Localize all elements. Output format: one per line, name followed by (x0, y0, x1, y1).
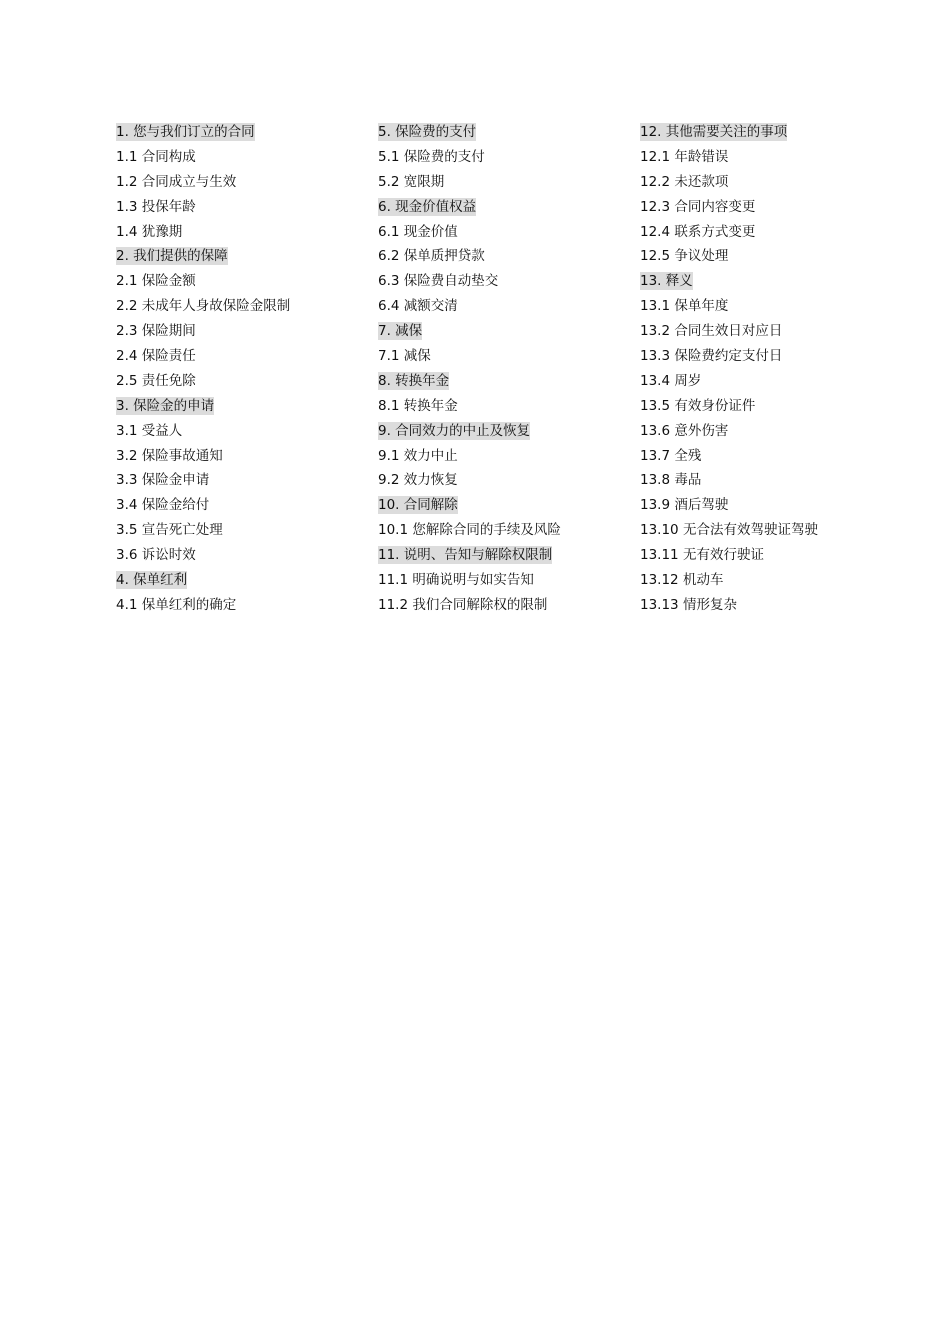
toc-section-heading-text: 1. 您与我们订立的合同 (116, 124, 255, 140)
toc-entry (378, 568, 640, 593)
toc-entry (116, 419, 378, 444)
toc-entry-text: 2.2 未成年人身故保险金限制 (116, 298, 291, 315)
toc-entry-text: 1.3 投保年龄 (116, 198, 196, 215)
toc-section-heading-text: 2. 我们提供的保障 (116, 248, 228, 265)
toc-entry-text: 12.1 年龄错误 (640, 148, 729, 165)
toc-entry-text: 13.2 合同生效日对应日 (640, 323, 783, 340)
toc-entry-text: 6.4 减额交清 (378, 298, 458, 315)
toc-entry (640, 145, 840, 170)
toc-entry (640, 244, 840, 269)
toc-entry-text: 3.1 受益人 (116, 422, 183, 439)
toc-section-heading-text: 6. 现金价值权益 (378, 198, 477, 215)
toc-entry-text: 1.2 合同成立与生效 (116, 173, 237, 190)
toc-entry (640, 419, 840, 444)
toc-entry-text: 3.4 保险金给付 (116, 497, 210, 514)
toc-section-heading-text: 11. 说明、告知与解除权限制 (378, 547, 553, 564)
toc-entry-text: 3.5 宣告死亡处理 (116, 522, 223, 539)
toc-entry-text: 13.12 机动车 (640, 572, 724, 589)
toc-entry-text: 13.10 无合法有效驾驶证驾驶 (640, 522, 818, 539)
toc-entry (116, 269, 378, 294)
toc-entry (116, 170, 378, 195)
toc-entry-text: 5.1 保险费的支付 (378, 148, 485, 165)
toc-section-heading (378, 120, 640, 145)
toc-entry (640, 493, 840, 518)
toc-entry-text: 13.11 无有效行驶证 (640, 547, 764, 564)
toc-section-heading-text: 7. 减保 (378, 323, 423, 340)
toc-entry-text: 7.1 减保 (378, 348, 431, 365)
toc-entry (378, 220, 640, 245)
toc-entry-text: 12.5 争议处理 (640, 248, 729, 265)
toc-entry (116, 220, 378, 245)
toc-entry-text: 12.4 联系方式变更 (640, 223, 756, 240)
toc-entry (116, 319, 378, 344)
toc-entry (640, 369, 840, 394)
toc-entry-text: 5.2 宽限期 (378, 173, 445, 190)
toc-entry-text: 9.2 效力恢复 (378, 472, 458, 489)
toc-entry-text: 2.4 保险责任 (116, 348, 196, 365)
toc-entry-text: 4.1 保单红利的确定 (116, 596, 237, 613)
toc-entry-text: 13.8 毒品 (640, 472, 702, 489)
toc-entry (116, 294, 378, 319)
toc-entry (378, 269, 640, 294)
toc-entry-text: 6.1 现金价值 (378, 223, 458, 240)
toc-entry-text: 9.1 效力中止 (378, 447, 458, 464)
toc-section-heading-text: 13. 释义 (640, 273, 693, 290)
toc-entry-text: 13.9 酒后驾驶 (640, 497, 729, 514)
toc-entry-text: 12.3 合同内容变更 (640, 198, 756, 215)
toc-entry (640, 394, 840, 419)
toc-entry (378, 294, 640, 319)
toc-entry (378, 394, 640, 419)
toc-entry-text: 3.3 保险金申请 (116, 472, 210, 489)
toc-entry-text: 13.13 情形复杂 (640, 596, 737, 613)
toc-entry (116, 543, 378, 568)
toc-section-heading (640, 120, 840, 145)
toc-section-heading-text: 4. 保单红利 (116, 572, 188, 589)
toc-entry-text: 11.2 我们合同解除权的限制 (378, 596, 548, 613)
toc-entry-text: 1.4 犹豫期 (116, 223, 183, 240)
toc-section-heading-text: 12. 其他需要关注的事项 (640, 124, 788, 140)
toc-entry (640, 468, 840, 493)
toc-section-heading (378, 543, 640, 568)
toc-entry (116, 369, 378, 394)
toc-section-heading (116, 568, 378, 593)
toc-entry (640, 444, 840, 469)
toc-section-heading (640, 269, 840, 294)
toc-section-heading (116, 244, 378, 269)
toc-entry-text: 13.7 全残 (640, 447, 702, 464)
toc-entry-text: 13.3 保险费约定支付日 (640, 348, 783, 365)
toc-entry-text: 11.1 明确说明与如实告知 (378, 572, 534, 589)
toc-section-heading (378, 493, 640, 518)
toc-entry (640, 220, 840, 245)
toc-entry-text: 10.1 您解除合同的手续及风险 (378, 522, 561, 539)
toc-entry-text: 1.1 合同构成 (116, 148, 196, 165)
toc-entry (116, 444, 378, 469)
toc-entry (116, 493, 378, 518)
toc-entry (116, 468, 378, 493)
toc-entry-text: 2.3 保险期间 (116, 323, 196, 340)
toc-column-3 (640, 120, 840, 618)
toc-entry-text: 6.3 保险费自动垫交 (378, 273, 499, 290)
toc-column-2 (378, 120, 640, 618)
toc-section-heading (116, 394, 378, 419)
toc-entry (640, 593, 840, 618)
table-of-contents (116, 120, 840, 618)
toc-section-heading-text: 8. 转换年金 (378, 372, 450, 389)
toc-entry-text: 2.1 保险金额 (116, 273, 196, 290)
toc-entry-text: 2.5 责任免除 (116, 372, 196, 389)
toc-entry-text: 3.2 保险事故通知 (116, 447, 223, 464)
toc-entry (116, 344, 378, 369)
toc-entry (116, 518, 378, 543)
toc-section-heading (378, 195, 640, 220)
toc-entry-text: 8.1 转换年金 (378, 397, 458, 414)
toc-entry (116, 195, 378, 220)
toc-entry-text: 3.6 诉讼时效 (116, 547, 196, 564)
toc-entry (640, 518, 840, 543)
toc-section-heading-text: 5. 保险费的支付 (378, 124, 477, 140)
toc-entry (640, 170, 840, 195)
toc-section-heading-text: 10. 合同解除 (378, 497, 458, 514)
toc-column-1 (116, 120, 378, 618)
toc-entry (378, 468, 640, 493)
toc-section-heading-text: 9. 合同效力的中止及恢复 (378, 422, 531, 439)
toc-entry (640, 344, 840, 369)
toc-section-heading (378, 419, 640, 444)
toc-entry (378, 145, 640, 170)
toc-entry-text: 13.5 有效身份证件 (640, 397, 756, 414)
toc-entry (378, 518, 640, 543)
toc-entry (640, 543, 840, 568)
toc-entry (378, 593, 640, 618)
toc-entry-text: 12.2 未还款项 (640, 173, 729, 190)
toc-entry-text: 6.2 保单质押贷款 (378, 248, 485, 265)
toc-entry (640, 195, 840, 220)
toc-section-heading (378, 369, 640, 394)
toc-entry (640, 568, 840, 593)
toc-entry-text: 13.6 意外伤害 (640, 422, 729, 439)
toc-entry (116, 145, 378, 170)
toc-entry (378, 170, 640, 195)
toc-entry (378, 344, 640, 369)
toc-entry (640, 319, 840, 344)
toc-entry-text: 13.4 周岁 (640, 372, 702, 389)
toc-entry-text: 13.1 保单年度 (640, 298, 729, 315)
toc-entry (116, 593, 378, 618)
toc-entry (640, 294, 840, 319)
toc-section-heading (116, 120, 378, 145)
toc-entry (378, 444, 640, 469)
toc-section-heading (378, 319, 640, 344)
toc-entry (378, 244, 640, 269)
toc-section-heading-text: 3. 保险金的申请 (116, 397, 215, 414)
